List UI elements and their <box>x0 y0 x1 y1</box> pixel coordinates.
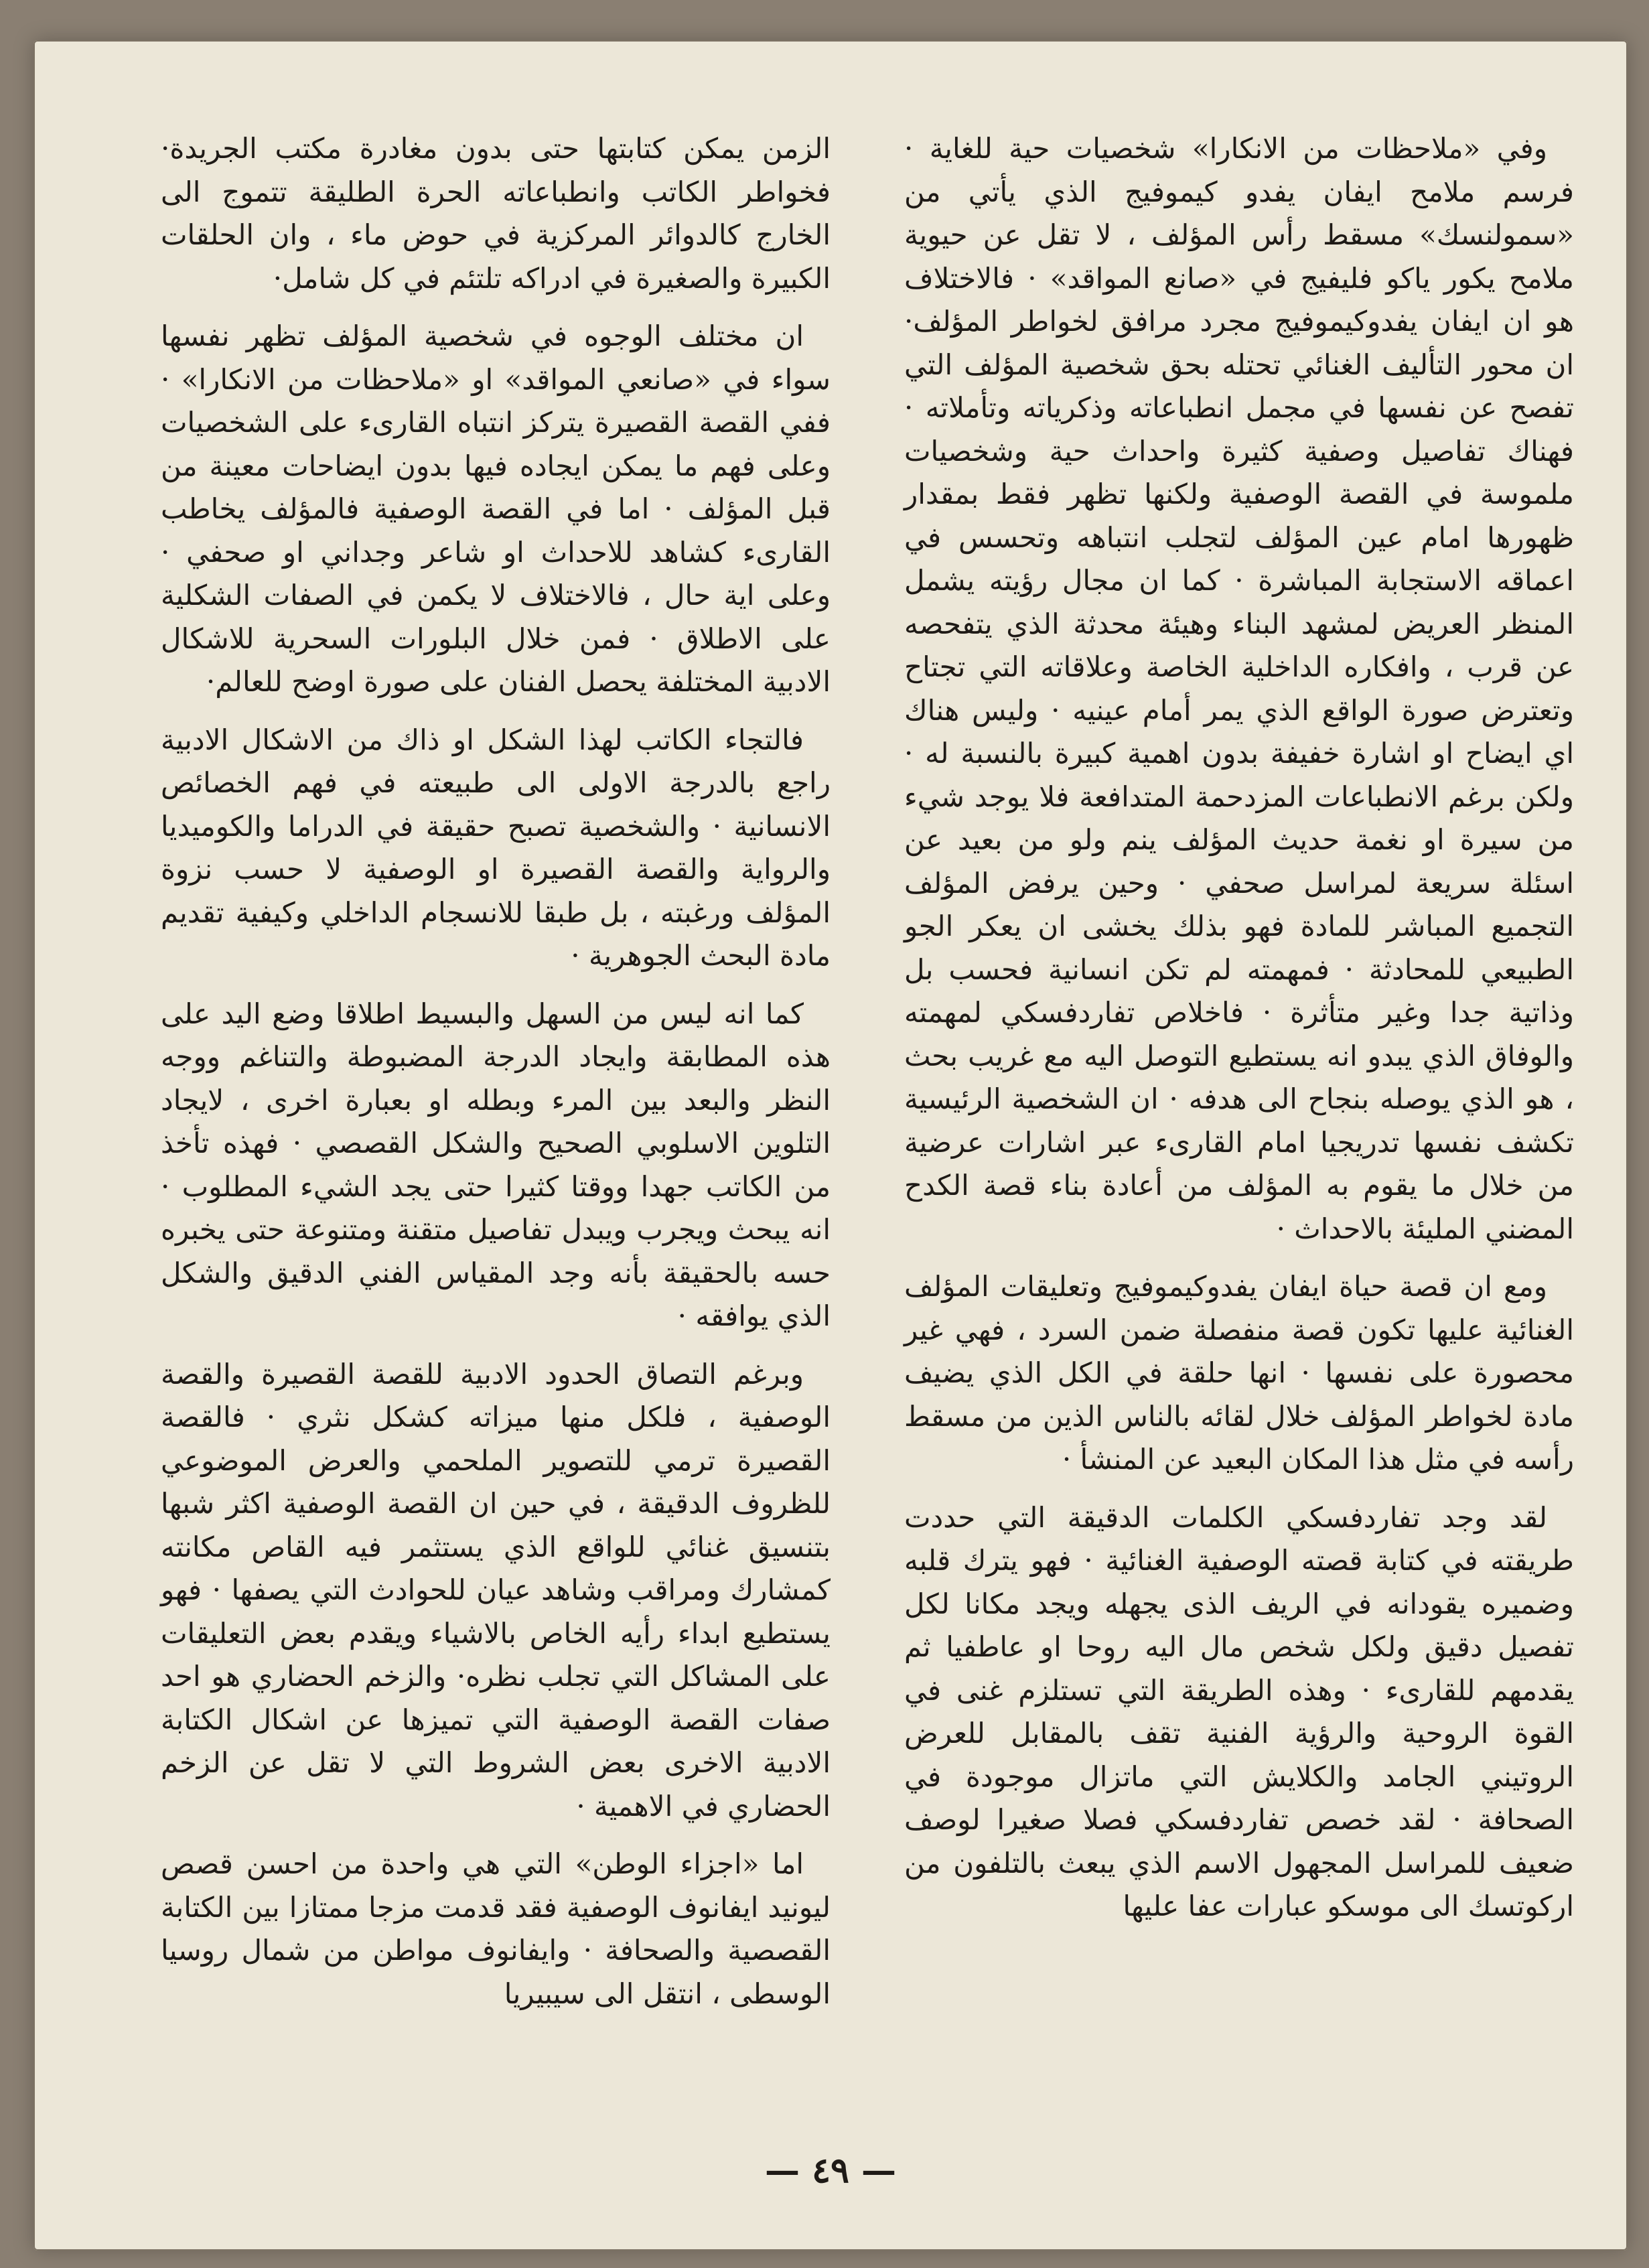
paragraph: اما «اجزاء الوطن» التي هي واحدة من احسن قصص ليونيد ايفانوف الوصفية فقد قدمت مزجا ممتازا بين الكتابة القصصية والصحافة · وايفانوف مواطن من شمال روسيا الوسطى ، انتقل الى سيبيريا <box>161 1847 831 2010</box>
paragraph: الزمن يمكن كتابتها حتى بدون مغادرة مكتب الجريدة· فخواطر الكاتب وانطباعاته الحرة الطليقة تتموج الى الخارج كالدوائر المركزية في حوض ماء ، وان الحلقات الكبيرة والصغيرة في ادراكه تلتئم في كل شامل· <box>161 132 831 295</box>
right-column <box>904 127 1574 1943</box>
paragraph: فالتجاء الكاتب لهذا الشكل او ذاك من الاشكال الادبية راجع بالدرجة الاولى الى طبيعته في فهم الخصائص الانسانية · والشخصية تصبح حقيقة في الدراما والكوميديا والرواية والقصة القصيرة او الوصفية لا حسب نزوة المؤلف ورغبته ، بل طبقا للانسجام الداخلي وكيفية تقديم مادة البحث الجوهرية · <box>161 723 831 972</box>
page-number: — ٤٩ — <box>764 2150 897 2191</box>
left-column <box>161 127 831 2030</box>
paragraph: وبرغم التصاق الحدود الادبية للقصة القصيرة والقصة الوصفية ، فلكل منها ميزاته كشكل نثري · فالقصة القصيرة ترمي للتصوير الملحمي والعرض الموضوعي للظروف الدقيقة ، في حين ان القصة الوصفية اكثر شبها بتنسيق غنائي للواقع الذي يستثمر فيه القاص مكانته كمشارك ومراقب وشاهد عيان للحوادث التي يصفها · فهو يستطيع ابداء رأيه الخاص بالاشياء ويقدم بعض التعليقات على المشاكل التي تجلب نظره· والزخم الحضاري هو احد صفات القصة الوصفية التي تميزها عن اشكال الكتابة الادبية الاخرى بعض الشروط التي لا تقل عن الزخم الحضاري في الاهمية · <box>161 1357 831 1823</box>
paragraph: ومع ان قصة حياة ايفان يفدوكيموفيج وتعليقات المؤلف الغنائية عليها تكون قصة منفصلة ضمن السرد ، فهي غير محصورة على نفسها · انها حلقة في الكل الذي يضيف مادة لخواطر المؤلف خلال لقائه بالناس الذين من مسقط رأسه في مثل هذا المكان البعيد عن المنشأ · <box>904 1270 1574 1476</box>
magazine-page <box>33 40 1628 2251</box>
paragraph: وفي «ملاحظات من الانكارا» شخصيات حية للغاية · فرسم ملامح ايفان يفدو كيموفيج الذي يأتي من «سمولنسك» مسقط رأس المؤلف ، لا تقل عن حيوية ملامح يكور ياكو فليفيج في «صانع المواقد» · فالاختلاف هو ان ايفان يفدوكيموفيج مجرد مرافق لخواطر المؤلف· ان محور التأليف الغنائي تحتله بحق شخصية المؤلف التي تفصح عن نفسها في مجمل انطباعاته وذكرياته وتأملاته · فهناك تفاصيل وصفية كثيرة واحداث حية وشخصيات ملموسة في القصة الوصفية ولكنها تظهر فقط بمقدار ظهورها امام عين المؤلف لتجلب انتباهه وتحسس في اعماقه الاستجابة المباشرة · كما ان مجال رؤيته يشمل المنظر العريض لمشهد البناء وهيئة محدثة الذي يتفحصه عن قرب ، وافكاره الداخلية الخاصة وعلاقاته التي تجتاح وتعترض صورة الواقع الذي يمر أمام عينيه · وليس هناك اي ايضاح او اشارة خفيفة بدون اهمية كبيرة بالنسبة له · ولكن برغم الانطباعات المزدحمة المتدافعة فلا يوجد شيء من سيرة او نغمة حديث المؤلف ينم ولو من بعيد عن اسئلة سريعة لمراسل صحفي · وحين يرفض المؤلف التجميع المباشر للمادة فهو بذلك يخشى ان يعكر الجو الطبيعي للمحادثة · فمهمته لم تكن انسانية فحسب بل وذاتية جدا وغير متأثرة · فاخلاص تفاردفسكي لمهمته والوفاق الذي يبدو انه يستطيع التوصل اليه مع غريب بحث ، هو الذي يوصله بنجاح الى هدفه · ان الشخصية الرئيسية تكشف نفسها تدريجيا امام القارىء عبر اشارات عرضية من خلال ما يقوم به المؤلف من أعادة بناء قصة الكدح المضني المليئة بالاحداث · <box>904 132 1575 1245</box>
paragraph: لقد وجد تفاردفسكي الكلمات الدقيقة التي حددت طريقته في كتابة قصته الوصفية الغنائية · فهو يترك قلبه وضميره يقودانه في الريف الذى يجهله ويجد مكانا لكل تفصيل دقيق ولكل شخص مال اليه روحا او عاطفيا ثم يقدمهم للقارىء · وهذه الطريقة التي تستلزم غنى في القوة الروحية والرؤية الفنية تقف بالمقابل للعرض الروتيني الجامد والكلايش التي ماتزال موجودة في الصحافة · لقد خصص تفاردفسكي فصلا صغيرا لوصف ضعيف للمراسل المجهول الاسم الذي يبعث بالتلفون من اركوتسك الى موسكو عبارات عفا عليها <box>904 1500 1574 1922</box>
paragraph: ان مختلف الوجوه في شخصية المؤلف تظهر نفسها سواء في «صانعي المواقد» او «ملاحظات من الانكارا» · ففي القصة القصيرة يتركز انتباه القارىء على الشخصيات وعلى فهم ما يمكن ايجاده فيها بدون ايضاحات معينة من قبل المؤلف · اما في القصة الوصفية فالمؤلف يخاطب القارىء كشاهد للاحداث او شاعر وجداني او صحفي · وعلى اية حال ، فالاختلاف لا يكمن في الصفات الشكلية على الاطلاق · فمن خلال البلورات السحرية للاشكال الادبية المختلفة يحصل الفنان على صورة اوضح للعالم· <box>161 320 831 698</box>
paragraph: كما انه ليس من السهل والبسيط اطلاقا وضع اليد على هذه المطابقة وايجاد الدرجة المضبوطة والتناغم ووجه النظر والبعد بين المرء وبطله او بعبارة اخرى ، لايجاد التلوين الاسلوبي الصحيح والشكل القصصي · فهذه تأخذ من الكاتب جهدا ووقتا كثيرا حتى يجد الشيء المطلوب · انه يبحث ويجرب ويبدل تفاصيل متقنة ومتنوعة حتى يخبره حسه بالحقيقة بأنه وجد المقياس الفني الدقيق والشكل الذي يوافقه · <box>161 997 831 1332</box>
